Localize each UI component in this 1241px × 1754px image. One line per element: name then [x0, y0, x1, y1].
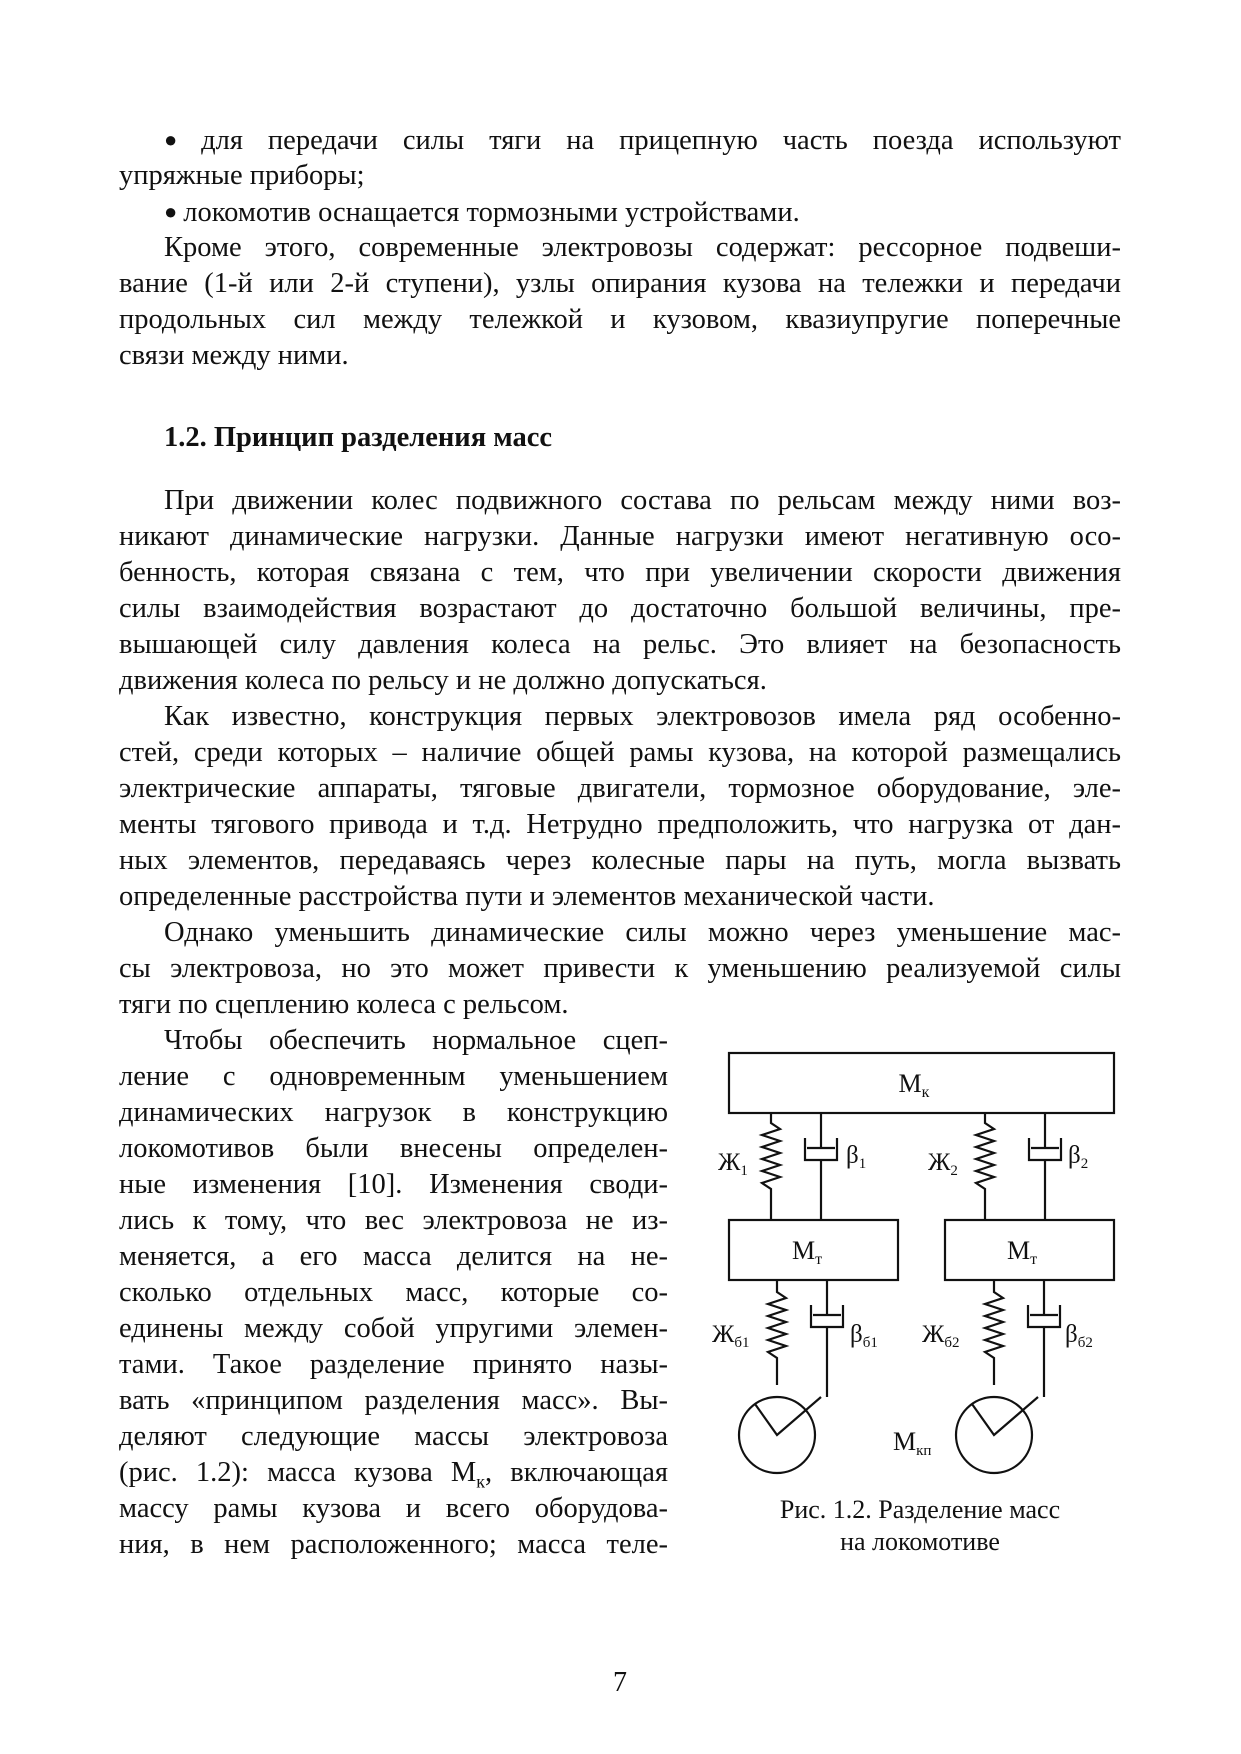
- mass-separation-diagram: [700, 1040, 1140, 1490]
- damper-2: [1029, 1113, 1061, 1220]
- bullet-symbol: ●: [164, 199, 178, 224]
- spring-b1-label: $Ж_{б1}$: [712, 1321, 750, 1351]
- bullet-1-text: для передачи силы тяги на прицепную часть поезда используют: [201, 125, 1121, 156]
- text-line: бенность, которая связана с тем, что при увеличении скорости движения: [119, 557, 1121, 588]
- text-line: ния, в нем расположенного; масса теле-: [119, 1529, 668, 1560]
- text-line: единены между собой упругими элемен-: [119, 1313, 668, 1344]
- text-line: определенные расстройства пути и элементов механической части.: [119, 881, 935, 912]
- spring-2-label: $Ж_2$: [928, 1149, 958, 1179]
- figure-caption-line-2: на локомотиве: [840, 1527, 1000, 1556]
- mk-subscript: к: [476, 1471, 486, 1492]
- text-line: При движении колес подвижного состава по рельсам между ними воз-: [164, 485, 1121, 516]
- spring-b2: [985, 1280, 1003, 1385]
- mass-separation-figure: [700, 1040, 1140, 1490]
- text-line: ные изменения [10]. Изменения своди-: [119, 1169, 668, 1200]
- damper-b2-label: $\beta_{б2}$: [1065, 1321, 1093, 1351]
- bullet-symbol: ●: [164, 127, 196, 152]
- wheel-left: [739, 1397, 821, 1473]
- bullet-1-continuation: упряжные приборы;: [119, 160, 365, 191]
- damper-b1-label: $\beta_{б1}$: [850, 1321, 878, 1351]
- text-line: никают динамические нагрузки. Данные нагрузки имеют негативную осо-: [119, 521, 1121, 552]
- text-line: продольных сил между тележкой и кузовом, квазиупругие поперечные: [119, 304, 1121, 335]
- text-line: вать «принципом разделения масс». Вы-: [119, 1385, 668, 1416]
- text-line: электрические аппараты, тяговые двигатели, тормозное оборудование, эле-: [119, 773, 1121, 804]
- text-line: стей, среди которых – наличие общей рамы кузова, на которой размещались: [119, 737, 1121, 768]
- bullet-1: [164, 122, 1121, 159]
- text-line: связи между ними.: [119, 340, 349, 371]
- section-heading: 1.2. Принцип разделения масс: [164, 422, 553, 453]
- damper-b1: [811, 1280, 843, 1397]
- text-line: Кроме этого, современные электровозы содержат: рессорное подвеши-: [164, 232, 1121, 263]
- text-line: Однако уменьшить динамические силы можно через уменьшение мас-: [164, 917, 1121, 948]
- text-line: локомотивов были внесены определен-: [119, 1133, 668, 1164]
- text-line: динамических нагрузок в конструкцию: [119, 1097, 668, 1128]
- bogie-left-label: Мт: [791, 1236, 823, 1268]
- text-line: Как известно, конструкция первых электровозов имела ряд особенно-: [164, 701, 1121, 732]
- text-line: сколько отдельных масс, которые со-: [119, 1277, 668, 1308]
- spring-b1: [768, 1280, 786, 1385]
- wheelset-mass-label: Мкп: [893, 1427, 932, 1459]
- spring-b2-label: $Ж_{б2}$: [922, 1321, 960, 1351]
- text-line: ных элементов, передаваясь через колесные пары на путь, могла вызвать: [119, 845, 1121, 876]
- spring-1-label: $Ж_1$: [718, 1149, 748, 1179]
- text-line: сы электровоза, но это может привести к уменьшению реализуемой силы: [119, 953, 1121, 984]
- mk-after: , включающая: [485, 1457, 668, 1488]
- text-line: менты тягового привода и т.д. Нетрудно предположить, что нагрузка от дан-: [119, 809, 1121, 840]
- text-line: вышающей силу давления колеса на рельс. Это влияет на безопасность: [119, 629, 1121, 660]
- text-line: тами. Такое разделение принято назы-: [119, 1349, 668, 1380]
- spring-2: [976, 1113, 994, 1220]
- bullet-2: [164, 194, 1121, 231]
- text-line: деляют следующие массы электровоза: [119, 1421, 668, 1452]
- page-number: 7: [613, 1667, 627, 1698]
- damper-2-label: $\beta_2$: [1068, 1142, 1089, 1172]
- damper-1: [805, 1113, 837, 1220]
- text-line: Чтобы обеспечить нормальное сцеп-: [164, 1025, 668, 1056]
- text-line: тяги по сцеплению колеса с рельсом.: [119, 989, 569, 1020]
- text-line: ление с одновременным уменьшением: [119, 1061, 668, 1092]
- damper-1-label: $\beta_1$: [846, 1142, 867, 1172]
- mk-before: (рис. 1.2): масса кузова М: [119, 1457, 477, 1488]
- figure-caption-line-1: Рис. 1.2. Разделение масс: [779, 1495, 1061, 1524]
- wheel-right: [956, 1397, 1038, 1473]
- bullet-2-text: локомотив оснащается тормозными устройствами.: [183, 197, 800, 228]
- spring-1: [762, 1113, 780, 1220]
- text-line: меняется, а его масса делится на не-: [119, 1241, 668, 1272]
- text-line: вание (1-й или 2-й ступени), узлы опирания кузова на тележки и передачи: [119, 268, 1121, 299]
- damper-b2: [1028, 1280, 1060, 1397]
- text-line: массу рамы кузова и всего оборудова-: [119, 1493, 668, 1524]
- text-line: силы взаимодействия возрастают до достаточно большой величины, пре-: [119, 593, 1121, 624]
- body-mass-label: Мк: [898, 1069, 930, 1101]
- text-line: лись к тому, что вес электровоза не из-: [119, 1205, 668, 1236]
- bogie-right-label: Мт: [1006, 1236, 1038, 1268]
- text-line: движения колеса по рельсу и не должно допускаться.: [119, 665, 767, 696]
